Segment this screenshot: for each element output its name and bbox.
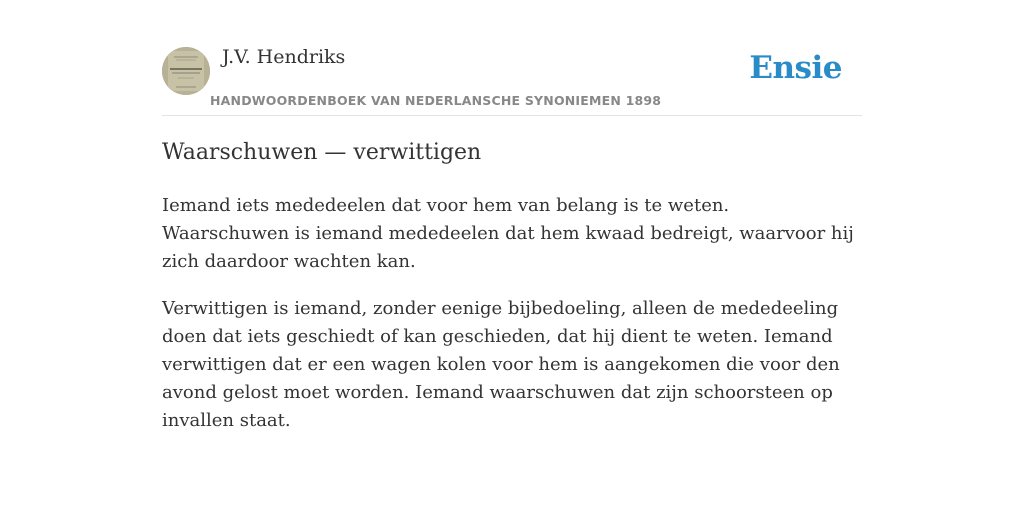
page-container xyxy=(162,0,862,431)
entry-paragraph: Iemand iets mededeelen dat voor hem van belang is te weten. Waarschuwen is iemand mededeelen dat hem kwaad bedreigt, waarvoor hij zich daardoor wachten kan. xyxy=(162,195,854,272)
entry-paragraph: Verwittigen is iemand, zonder eenige bijbedoeling, alleen de mededeeling doen dat iets geschiedt of kan geschieden, dat hij dient te weten. Iemand verwittigen dat er een wagen kolen voor hem is aangekomen die voor den avond gelost moet worden. Iemand waarschuwen dat zijn schoorsteen op invallen staat. xyxy=(162,298,840,431)
entry-title: Waarschuwen — verwittigen xyxy=(162,140,482,165)
book-cover-icon[interactable] xyxy=(162,47,210,95)
ensie-logo[interactable]: Ensie xyxy=(749,50,842,86)
header xyxy=(162,0,862,116)
source-title[interactable]: HANDWOORDENBOEK VAN NEDERLANSCHE SYNONIEMEN 1898 xyxy=(210,93,662,108)
author-name[interactable]: J.V. Hendriks xyxy=(222,46,346,68)
